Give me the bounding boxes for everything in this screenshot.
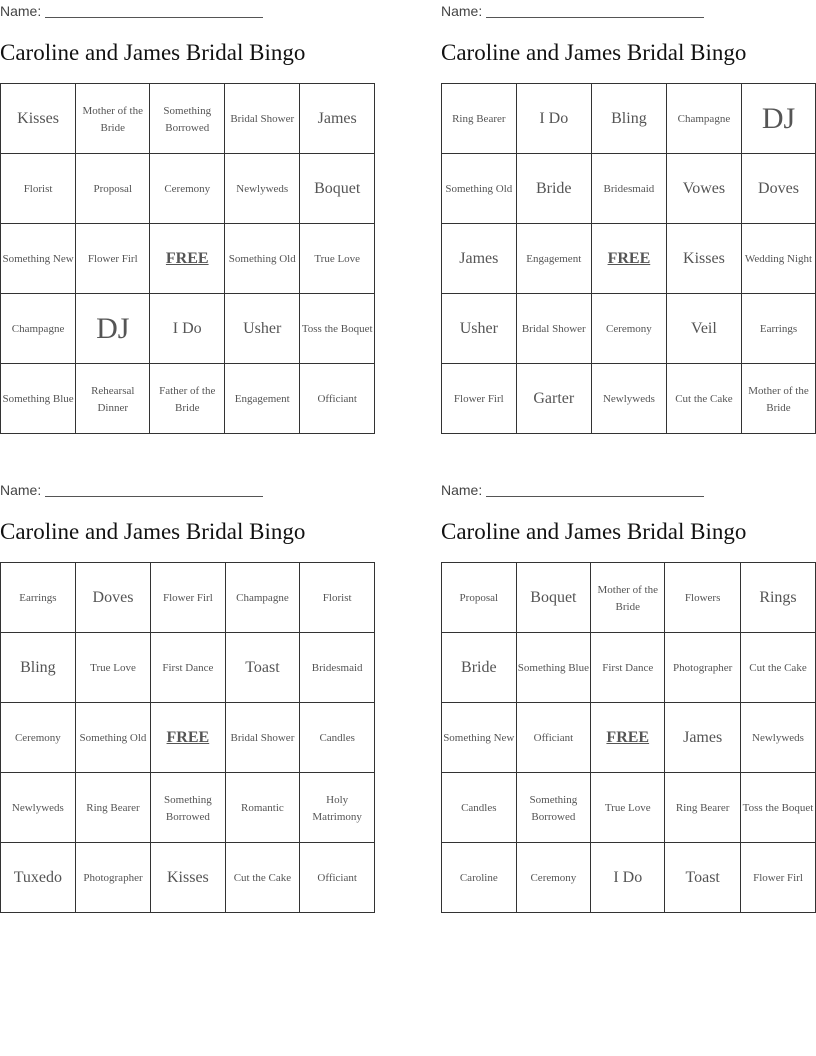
- bingo-row: [1, 773, 375, 843]
- name-blank: [45, 495, 263, 497]
- bingo-cell: [591, 294, 666, 364]
- bingo-cell: [300, 294, 375, 364]
- bingo-cell-text: Engagement: [234, 393, 290, 405]
- bingo-cell-text: Officiant: [533, 732, 574, 744]
- bingo-cell-text: True Love: [314, 253, 361, 265]
- bingo-cell-text: Proposal: [93, 183, 132, 195]
- bingo-cell-text: Champagne: [236, 592, 289, 604]
- bingo-row: [1, 84, 375, 154]
- bingo-cell-text: Usher: [459, 320, 498, 337]
- bingo-row: [1, 633, 375, 703]
- bingo-cell: [75, 773, 150, 843]
- name-blank: [486, 495, 704, 497]
- bingo-cell: [516, 563, 591, 633]
- bingo-cell: [442, 294, 517, 364]
- bingo-cell: [300, 364, 375, 434]
- bingo-cell: [300, 633, 375, 703]
- bingo-cell: [76, 294, 150, 364]
- bingo-cell-text: James: [317, 110, 357, 127]
- bingo-cell-text: Champagne: [11, 323, 65, 335]
- bingo-cell: [442, 843, 517, 913]
- bingo-row: [442, 84, 816, 154]
- name-label: Name:: [441, 3, 483, 19]
- name-blank: [486, 16, 704, 18]
- name-line: [441, 3, 704, 19]
- bingo-cell: [150, 294, 225, 364]
- bingo-cell-text: Toss the Boquet: [742, 802, 814, 814]
- bingo-cell-text: Something Borrowed: [163, 104, 212, 134]
- bingo-cell: [1, 224, 76, 294]
- bingo-cell: [1, 633, 76, 703]
- bingo-cell-text: Bride: [461, 659, 497, 676]
- bingo-row: [1, 154, 375, 224]
- name-label: Name:: [441, 482, 483, 498]
- bingo-row: [442, 154, 816, 224]
- bingo-cell-text: Cut the Cake: [749, 662, 807, 674]
- bingo-cell-text: Something Blue: [2, 393, 74, 405]
- bingo-cell-text: True Love: [90, 662, 136, 674]
- bingo-cell: [516, 84, 591, 154]
- bingo-cell-text: Flower Firl: [753, 872, 803, 884]
- bingo-cell: [740, 633, 815, 703]
- bingo-cell: [442, 364, 517, 434]
- bingo-cell: [1, 154, 76, 224]
- bingo-cell: [150, 364, 225, 434]
- bingo-cell-text: I Do: [539, 110, 569, 127]
- bingo-cell: [591, 633, 665, 703]
- bingo-cell: [516, 154, 591, 224]
- bingo-cell: [151, 773, 225, 843]
- bingo-cell-text: Photographer: [83, 872, 143, 884]
- bingo-cell: [76, 154, 150, 224]
- bingo-cell: [741, 364, 815, 434]
- bingo-cell: [740, 563, 815, 633]
- bingo-cell: [1, 84, 76, 154]
- bingo-cell-text: Vowes: [682, 180, 726, 197]
- bingo-cell-text: Father of the Bride: [159, 384, 216, 414]
- bingo-cell: [442, 224, 517, 294]
- bingo-grid: [441, 562, 816, 913]
- bingo-cell-text: DJ: [96, 311, 130, 345]
- bingo-cell: [442, 773, 517, 843]
- bingo-cell-text: Ceremony: [530, 872, 577, 884]
- bingo-cell-text: Bridal Shower: [521, 323, 586, 335]
- bingo-cell-text: Boquet: [530, 589, 577, 606]
- bingo-cell: [151, 843, 225, 913]
- bingo-cell: [516, 703, 591, 773]
- bingo-cell-text: James: [683, 729, 723, 746]
- bingo-cell-text: Boquet: [314, 180, 361, 197]
- bingo-cell-text: Mother of the Bride: [748, 384, 809, 414]
- bingo-row: [442, 224, 816, 294]
- bingo-cell: [75, 563, 150, 633]
- bingo-grid: [0, 562, 375, 913]
- bingo-cell: [442, 154, 517, 224]
- bingo-row: [442, 294, 816, 364]
- bingo-cell: [741, 294, 815, 364]
- bingo-cell-text: Engagement: [526, 253, 582, 265]
- name-label: Name:: [0, 482, 42, 498]
- bingo-cell-text: Usher: [243, 320, 282, 337]
- bingo-cell: [516, 773, 591, 843]
- bingo-cell: [151, 563, 225, 633]
- bingo-cell: [665, 563, 741, 633]
- bingo-cell-text: Toss the Boquet: [301, 323, 373, 335]
- bingo-cell: [591, 154, 666, 224]
- bingo-cell-text: True Love: [604, 802, 651, 814]
- bingo-cell: [225, 843, 300, 913]
- bingo-cell-text: Earrings: [19, 592, 57, 604]
- bingo-cell: [516, 633, 591, 703]
- bingo-cell-text: FREE: [607, 250, 651, 267]
- bingo-cell-text: Something Blue: [517, 662, 589, 674]
- bingo-cell: [76, 364, 150, 434]
- free-space: [150, 224, 225, 294]
- bingo-cell-text: Rehearsal Dinner: [91, 384, 135, 414]
- bingo-cell-text: Kisses: [683, 250, 725, 267]
- bingo-cell-text: Something Old: [79, 732, 147, 744]
- bingo-cell: [300, 843, 375, 913]
- bingo-cell: [150, 154, 225, 224]
- bingo-cell-text: Mother of the Bride: [597, 583, 658, 613]
- bingo-cell: [1, 703, 76, 773]
- bingo-cell: [75, 633, 150, 703]
- bingo-cell: [442, 563, 517, 633]
- bingo-cell-text: First Dance: [162, 662, 214, 674]
- bingo-cell: [442, 633, 517, 703]
- bingo-cell: [665, 633, 741, 703]
- bingo-row: [1, 563, 375, 633]
- bingo-cell: [1, 563, 76, 633]
- bingo-row: [442, 703, 816, 773]
- bingo-row: [1, 364, 375, 434]
- bingo-cell-text: Newlyweds: [752, 732, 804, 744]
- bingo-row: [1, 703, 375, 773]
- bingo-cell-text: Ceremony: [164, 183, 211, 195]
- bingo-cell: [1, 773, 76, 843]
- bingo-cell: [225, 773, 300, 843]
- bingo-cell: [516, 224, 591, 294]
- bingo-cell: [666, 84, 741, 154]
- bingo-cell: [76, 84, 150, 154]
- bingo-cell-text: Newlyweds: [602, 393, 655, 405]
- bingo-cell-text: Florist: [322, 592, 352, 604]
- bingo-cell: [300, 84, 375, 154]
- bingo-cell-text: FREE: [606, 729, 650, 746]
- bingo-cell-text: Garter: [533, 390, 575, 407]
- bingo-cell: [1, 364, 76, 434]
- bingo-cell: [741, 224, 815, 294]
- name-line: [0, 3, 263, 19]
- bingo-cell-text: Earrings: [759, 323, 798, 335]
- bingo-cell: [225, 364, 300, 434]
- name-line: [441, 482, 704, 498]
- bingo-cell-text: Ceremony: [605, 323, 652, 335]
- bingo-cell: [151, 633, 225, 703]
- bingo-cell-text: Something Old: [445, 183, 513, 195]
- card-title: Caroline and James Bridal Bingo: [441, 519, 747, 544]
- bingo-cell-text: Cut the Cake: [675, 393, 733, 405]
- bingo-cell-text: Flower Firl: [453, 393, 504, 405]
- bingo-cell-text: Newlyweds: [11, 802, 64, 814]
- bingo-cell-text: Doves: [92, 589, 134, 606]
- bingo-cell-text: Rings: [759, 589, 797, 606]
- bingo-row: [1, 294, 375, 364]
- bingo-cell: [75, 843, 150, 913]
- bingo-cell-text: Ring Bearer: [452, 113, 506, 125]
- bingo-row: [1, 224, 375, 294]
- bingo-cell-text: Toast: [245, 659, 280, 676]
- bingo-cell: [591, 843, 665, 913]
- bingo-cell: [666, 224, 741, 294]
- bingo-cell: [225, 563, 300, 633]
- bingo-cell-text: Ceremony: [14, 732, 61, 744]
- bingo-cell: [442, 703, 517, 773]
- bingo-cell-text: Officiant: [317, 393, 357, 405]
- bingo-cell-text: Toast: [685, 869, 720, 886]
- bingo-cell-text: Tuxedo: [13, 869, 63, 886]
- bingo-cell: [741, 84, 815, 154]
- bingo-cell: [740, 773, 815, 843]
- bingo-cell-text: Mother of the Bride: [82, 104, 143, 134]
- bingo-cell: [666, 364, 741, 434]
- bingo-cell: [516, 843, 591, 913]
- bingo-cell: [300, 703, 375, 773]
- bingo-cell-text: Florist: [23, 183, 53, 195]
- bingo-cell-text: Holy Matrimony: [312, 793, 362, 823]
- bingo-cell-text: Bride: [535, 180, 572, 197]
- bingo-cell-text: FREE: [165, 250, 209, 267]
- bingo-cell-text: Flower Firl: [87, 253, 138, 265]
- bingo-cell-text: I Do: [613, 869, 643, 886]
- bingo-cell-text: FREE: [166, 729, 210, 746]
- bingo-cell-text: Veil: [691, 320, 717, 337]
- bingo-cell-text: Bridal Shower: [230, 732, 295, 744]
- bingo-cell: [76, 224, 150, 294]
- bingo-cell: [516, 364, 591, 434]
- bingo-cell-text: Proposal: [459, 592, 499, 604]
- bingo-cell-text: Bridal Shower: [230, 113, 295, 125]
- bingo-cell: [300, 154, 375, 224]
- bingo-cell: [740, 843, 815, 913]
- bingo-cell-text: Officiant: [317, 872, 357, 884]
- bingo-cell-text: Wedding Night: [744, 253, 813, 265]
- bingo-cell: [1, 294, 76, 364]
- bingo-cell-text: Ring Bearer: [675, 802, 730, 814]
- bingo-grid: [0, 83, 375, 434]
- bingo-cell: [300, 563, 375, 633]
- bingo-row: [442, 773, 816, 843]
- bingo-cell-text: Cut the Cake: [233, 872, 292, 884]
- bingo-cell: [300, 224, 375, 294]
- bingo-cell-text: James: [459, 250, 499, 267]
- bingo-cell: [75, 703, 150, 773]
- bingo-cell-text: Newlyweds: [236, 183, 289, 195]
- bingo-cell-text: Something New: [2, 253, 74, 265]
- bingo-cell-text: Caroline: [459, 872, 498, 884]
- bingo-row: [442, 633, 816, 703]
- bingo-cell: [591, 773, 665, 843]
- name-blank: [45, 16, 263, 18]
- bingo-cell: [300, 773, 375, 843]
- bingo-cell: [741, 154, 815, 224]
- bingo-cell: [225, 154, 300, 224]
- bingo-cell-text: Flower Firl: [162, 592, 213, 604]
- bingo-cell-text: Ring Bearer: [86, 802, 140, 814]
- name-label: Name:: [0, 3, 42, 19]
- bingo-cell-text: First Dance: [602, 662, 654, 674]
- bingo-cell-text: Champagne: [677, 113, 731, 125]
- bingo-cell-text: DJ: [761, 101, 796, 135]
- bingo-cell-text: Bridesmaid: [603, 183, 655, 195]
- bingo-cell-text: Something Borrowed: [164, 793, 212, 823]
- bingo-cell: [150, 84, 225, 154]
- card-title: Caroline and James Bridal Bingo: [441, 40, 747, 65]
- bingo-cell: [591, 84, 666, 154]
- bingo-cell-text: Bridesmaid: [311, 662, 363, 674]
- bingo-cell: [591, 563, 665, 633]
- free-space: [151, 703, 225, 773]
- bingo-cell: [225, 224, 300, 294]
- bingo-cell: [1, 843, 76, 913]
- free-space: [591, 703, 665, 773]
- bingo-cell-text: Bling: [611, 110, 647, 127]
- bingo-cell-text: Doves: [758, 180, 799, 197]
- bingo-cell: [740, 703, 815, 773]
- bingo-cell-text: Romantic: [241, 802, 284, 814]
- bingo-cell-text: I Do: [172, 320, 202, 337]
- bingo-cell: [225, 84, 300, 154]
- bingo-cell: [665, 843, 741, 913]
- card-title: Caroline and James Bridal Bingo: [0, 40, 306, 65]
- bingo-cell-text: Kisses: [166, 869, 209, 886]
- card-title: Caroline and James Bridal Bingo: [0, 519, 306, 544]
- bingo-cell: [225, 703, 300, 773]
- bingo-cell-text: Something Old: [228, 253, 296, 265]
- bingo-grid: [441, 83, 816, 434]
- bingo-cell: [665, 703, 741, 773]
- bingo-cell-text: Kisses: [17, 110, 59, 127]
- name-line: [0, 482, 263, 498]
- bingo-cell: [591, 364, 666, 434]
- bingo-cell-text: Something New: [443, 732, 515, 744]
- bingo-cell: [666, 294, 741, 364]
- bingo-cell: [516, 294, 591, 364]
- bingo-cell-text: Bling: [20, 659, 56, 676]
- bingo-row: [442, 843, 816, 913]
- bingo-cell-text: Something Borrowed: [529, 793, 578, 823]
- bingo-cell-text: Photographer: [673, 662, 733, 674]
- bingo-row: [1, 843, 375, 913]
- bingo-cell-text: Flowers: [684, 592, 721, 604]
- bingo-cell-text: Candles: [319, 732, 355, 744]
- bingo-row: [442, 364, 816, 434]
- bingo-cell: [225, 294, 300, 364]
- bingo-cell: [666, 154, 741, 224]
- bingo-cell: [442, 84, 517, 154]
- bingo-cell: [665, 773, 741, 843]
- bingo-cell-text: Candles: [461, 802, 497, 814]
- bingo-cell: [225, 633, 300, 703]
- free-space: [591, 224, 666, 294]
- bingo-row: [442, 563, 816, 633]
